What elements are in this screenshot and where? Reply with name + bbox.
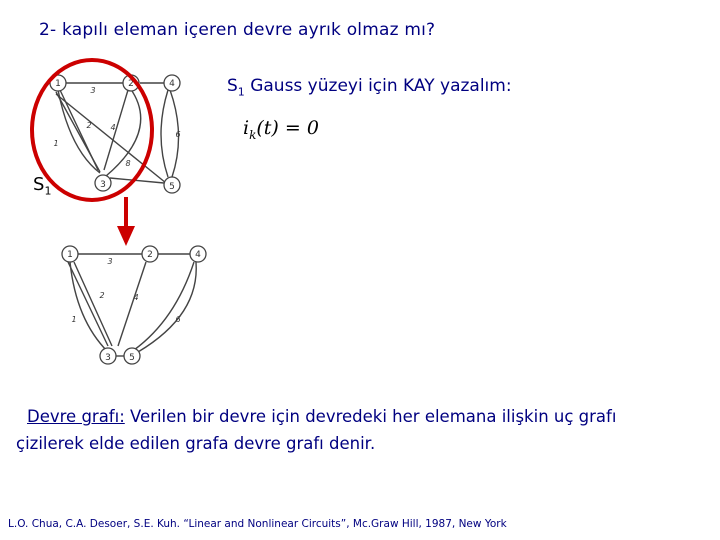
top-branch-4: 4 [110,123,116,132]
top-edge-6b [161,90,168,177]
definition-line2: çizilerek elde edilen grafa devre grafı denir. [16,434,376,453]
bottom-edge-6 [138,262,196,352]
bottom-node-label-1: 1 [67,250,73,260]
top-node-label-5: 5 [169,182,175,192]
top-node-label-4: 4 [169,79,175,89]
bottom-node-labels [67,250,201,363]
gauss-caption-text: Gauss yüzeyi için KAY yazalım: [244,76,512,96]
definition-line1: Verilen bir devre için devredeki her elemana ilişkin uç grafı [124,407,617,426]
reference-citation: L.O. Chua, C.A. Desoer, S.E. Kuh. “Linear and Nonlinear Circuits”, Mc.Graw Hill, 1987, New York [8,518,507,530]
bottom-node-label-2: 2 [147,250,153,260]
bottom-branch-6: 6 [175,315,181,324]
bottom-node-label-5: 5 [129,353,135,363]
eq-rest: (t) = 0 [256,117,319,139]
top-node-label-1: 1 [55,79,61,89]
gauss-surface-ellipse [32,60,152,200]
top-node-label-2: 2 [128,79,134,89]
top-branch-2: 2 [86,121,92,130]
top-edge-b [106,88,141,176]
bottom-edge-4 [118,262,146,346]
bottom-branch-3: 3 [107,257,113,266]
bottom-edge-6b [134,262,194,350]
transform-arrow [117,197,135,246]
bottom-nodes [62,246,206,364]
gauss-s-sub: 1 [237,85,245,99]
bottom-node-label-3: 3 [105,353,111,363]
bottom-branch-1: 1 [71,315,77,324]
bottom-node-label-4: 4 [195,250,201,260]
definition-term: Devre grafı: [27,407,125,426]
bottom-branch-2: 2 [99,291,105,300]
bottom-branch-labels [71,257,180,324]
top-branch-8: 8 [125,159,131,168]
surface-s-sub: 1 [44,184,52,198]
top-branch-3: 3 [90,86,96,95]
surface-s: S [33,174,45,195]
bottom-branch-4: 4 [133,293,139,302]
top-node-label-3: 3 [100,180,106,190]
bottom-edge-1 [68,262,108,346]
top-graph [56,83,179,183]
gauss-s: S [227,76,238,96]
bottom-graph [68,254,196,356]
eq-i: i [243,117,250,139]
eq-k: k [249,127,257,142]
top-branch-1: 1 [53,139,59,148]
slide-title: 2- kapılı eleman içeren devre ayrık olmaz mı? [39,20,436,40]
top-branch-6: 6 [175,130,181,139]
definition-text [16,403,716,457]
